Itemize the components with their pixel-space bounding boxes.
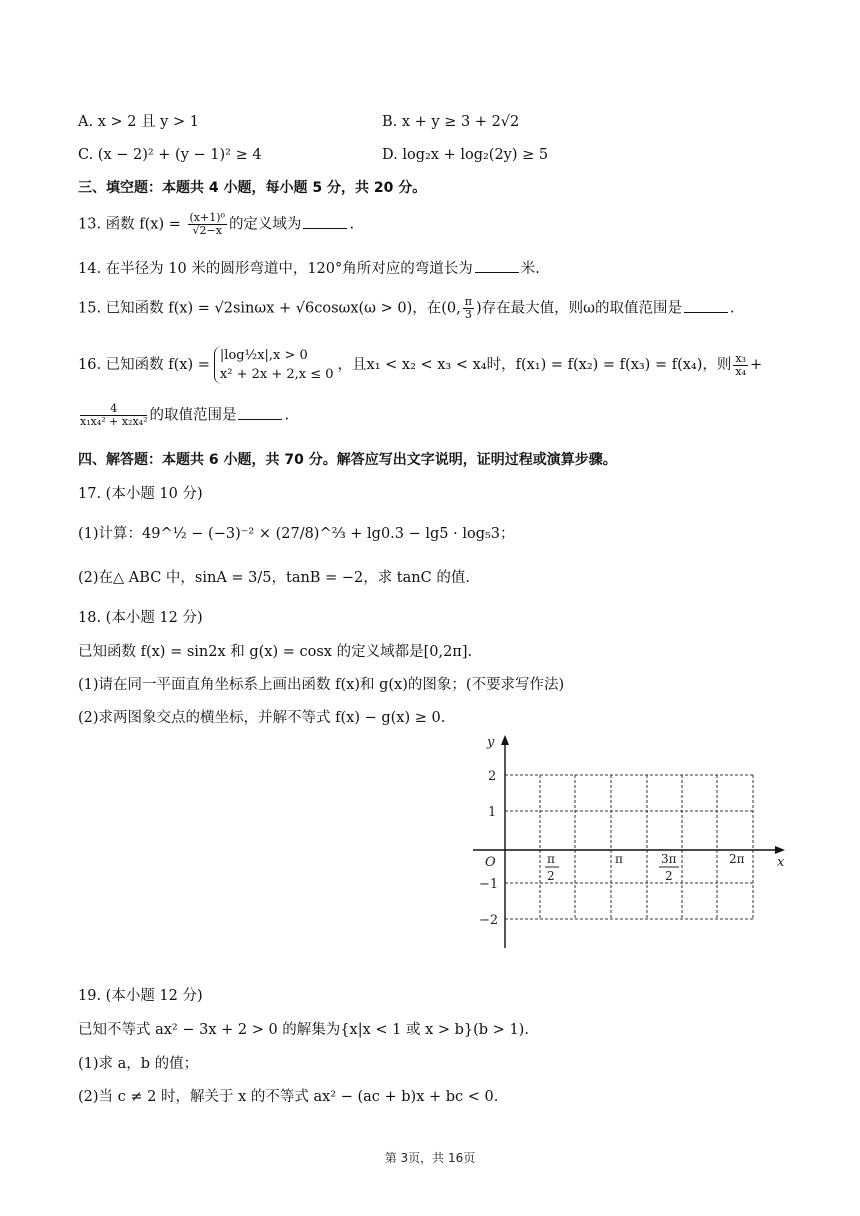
section-3-heading: 三、填空题：本题共 4 小题，每小题 5 分，共 20 分。 <box>78 180 427 196</box>
x-tick-2pi: 2π <box>729 852 745 866</box>
question-14 <box>78 258 540 279</box>
q13-fraction <box>188 212 227 237</box>
q14-blank[interactable] <box>475 258 519 273</box>
x-tick-3half-pi-den: 2 <box>665 869 673 883</box>
q18-heading: 18. (本小题 12 分) <box>78 610 203 626</box>
coordinate-grid-figure <box>465 730 795 952</box>
q16-case2: x² + 2x + 2,x ≤ 0 <box>219 367 334 382</box>
y-tick-1: 1 <box>488 805 497 820</box>
question-16-line2 <box>78 403 289 428</box>
grid-lines <box>505 775 753 919</box>
q14-post: 米. <box>520 261 540 277</box>
y-tick-neg2: −2 <box>479 913 499 928</box>
q13-blank[interactable] <box>303 214 347 229</box>
q13-num: (x+1)⁰ <box>189 211 225 224</box>
q16-pre: 16. 已知函数 f(x) = <box>78 357 210 373</box>
q16-end: . <box>284 407 290 424</box>
x-tick-pi: π <box>615 852 623 866</box>
q16-l2post: 的取值范围是 <box>149 407 237 424</box>
q13-post: 的定义域为 <box>228 216 302 233</box>
page-footer: 第 3页，共 16页 <box>384 1151 476 1165</box>
q17-part1: (1)计算：49^½ − (−3)⁻² × (27/8)^⅔ + lg0.3 − lg5 · log₅3； <box>78 526 515 542</box>
y-tick-neg1: −1 <box>479 877 499 892</box>
q16-case1: |log½x|,x > 0 <box>219 348 308 363</box>
y-axis-arrow <box>501 735 509 745</box>
q15-fraction <box>463 296 474 321</box>
q16-piecewise <box>214 346 334 384</box>
q19-stem: 已知不等式 ax² − 3x + 2 > 0 的解集为{x|x < 1 或 x > b}(b > 1). <box>78 1022 529 1038</box>
section-4-heading: 四、解答题：本题共 6 小题，共 70 分。解答应写出文字说明，证明过程或演算步骤。 <box>78 452 617 468</box>
question-15 <box>78 296 735 321</box>
q17-heading: 17. (本小题 10 分) <box>78 486 203 502</box>
q13-pre: 13. 函数 f(x) = <box>78 216 181 233</box>
q15-end: . <box>729 300 735 317</box>
option-d: D. log₂x + log₂(2y) ≥ 5 <box>382 147 549 163</box>
option-a: A. x > 2 且 y > 1 <box>78 114 199 130</box>
q18-part2: (2)求两图象交点的横坐标，并解不等式 f(x) − g(x) ≥ 0. <box>78 710 446 726</box>
x-tick-3half-pi-num: 3π <box>661 852 677 866</box>
q16-l2den: x₁x₄² + x₂x₄² <box>80 415 148 428</box>
q19-part2: (2)当 c ≠ 2 时，解关于 x 的不等式 ax² − (ac + b)x + bc < 0. <box>78 1089 499 1105</box>
q16-blank[interactable] <box>238 405 282 420</box>
q15-fden: 3 <box>464 308 472 321</box>
x-axis-arrow <box>775 846 785 854</box>
q17-part2: (2)在△ ABC 中，sinA = 3/5，tanB = −2，求 tanC 的值. <box>78 570 470 586</box>
question-16 <box>78 346 762 384</box>
q16-fden: x₄ <box>735 364 747 378</box>
q19-part1: (1)求 a，b 的值； <box>78 1056 199 1072</box>
q15-pre: 15. 已知函数 f(x) = √2sinωx + √6cosωx(ω > 0)，在(0, <box>78 300 461 317</box>
origin-label: O <box>485 855 496 870</box>
q16-plus: + <box>750 357 763 373</box>
q15-fnum: π <box>464 295 472 308</box>
q15-blank[interactable] <box>684 298 728 313</box>
y-axis-label: y <box>487 735 495 750</box>
q14-pre: 14. 在半径为 10 米的圆形弯道中，120°角所对应的弯道长为 <box>78 261 473 277</box>
x-tick-half-pi-den: 2 <box>547 869 555 883</box>
q16-mid: ，且x₁ < x₂ < x₃ < x₄时，f(x₁) = f(x₂) = f(x₃) = f(x₄)，则 <box>337 357 732 373</box>
q13-den: √2−x <box>192 224 222 237</box>
q18-stem: 已知函数 f(x) = sin2x 和 g(x) = cosx 的定义域都是[0,2π]. <box>78 644 473 660</box>
q15-post: )存在最大值，则ω的取值范围是 <box>475 300 682 317</box>
question-13 <box>78 212 354 237</box>
option-b: B. x + y ≥ 3 + 2√2 <box>382 114 520 130</box>
q16-fnum: x₃ <box>735 351 747 365</box>
y-tick-2: 2 <box>488 769 497 784</box>
q13-end: . <box>349 216 355 233</box>
option-c: C. (x − 2)² + (y − 1)² ≥ 4 <box>78 147 262 163</box>
q19-heading: 19. (本小题 12 分) <box>78 988 203 1004</box>
q16-l2num: 4 <box>80 403 147 416</box>
q16-fraction <box>733 353 748 378</box>
q16-fraction2 <box>80 403 147 428</box>
q18-part1: (1)请在同一平面直角坐标系上画出函数 f(x)和 g(x)的图象；(不要求写作法) <box>78 677 565 693</box>
x-tick-half-pi-num: π <box>547 852 555 866</box>
x-axis-label: x <box>777 855 785 870</box>
